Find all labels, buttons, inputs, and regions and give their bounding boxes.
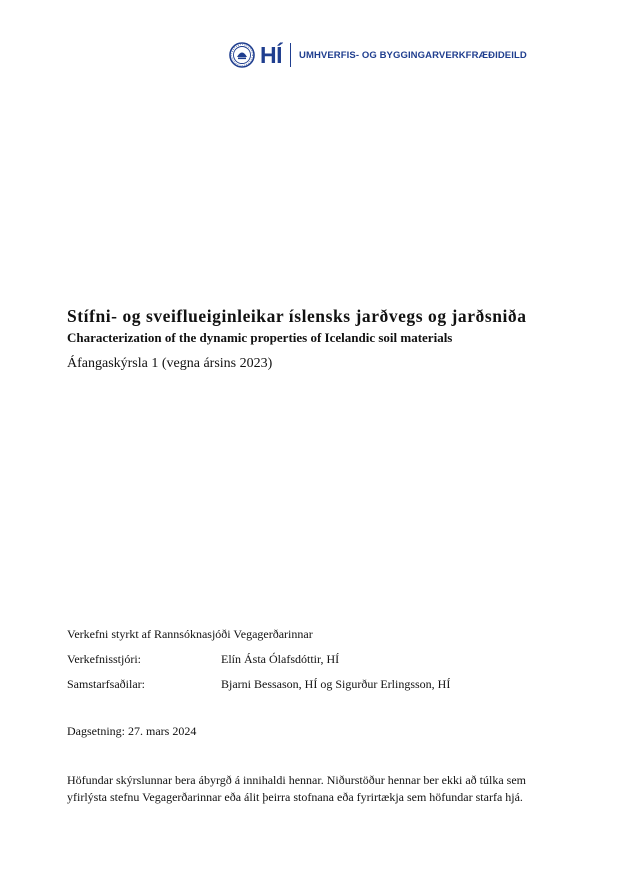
funding-statement: Verkefni styrkt af Rannsóknasjóði Vegagerðarinnar bbox=[67, 627, 313, 641]
logo-divider bbox=[290, 43, 291, 67]
disclaimer-line: yfirlýsta stefnu Vegagerðarinnar eða álit þeirra stofnana eða fyrirtækja sem höfundar starfa hjá. bbox=[67, 790, 523, 804]
collaborators-label: Samstarfsaðilar: bbox=[67, 677, 145, 691]
report-label: Áfangaskýrsla 1 (vegna ársins 2023) bbox=[67, 356, 273, 371]
project-manager-value: Elín Ásta Ólafsdóttir, HÍ bbox=[221, 652, 340, 666]
document-title: Stífni- og sveiflueiginleikar íslensks jarðvegs og jarðsniða bbox=[67, 306, 527, 326]
collaborators-value: Bjarni Bessason, HÍ og Sigurður Erlingsson, HÍ bbox=[221, 677, 451, 691]
faculty-name: UMHVERFIS- OG BYGGINGARVERKFRÆÐIDEILD bbox=[299, 49, 527, 61]
disclaimer-line: Höfundar skýrslunnar bera ábyrgð á innihaldi hennar. Niðurstöður hennar ber ekki að túlka sem bbox=[67, 773, 526, 787]
disclaimer bbox=[67, 772, 567, 806]
header-logo bbox=[229, 40, 527, 70]
project-manager-label: Verkefnisstjóri: bbox=[67, 652, 141, 666]
date-line: Dagsetning: 27. mars 2024 bbox=[67, 724, 197, 738]
document-subtitle: Characterization of the dynamic properties of Icelandic soil materials bbox=[67, 330, 453, 345]
logo-text: HÍ bbox=[260, 41, 282, 68]
university-seal-icon bbox=[229, 42, 255, 68]
